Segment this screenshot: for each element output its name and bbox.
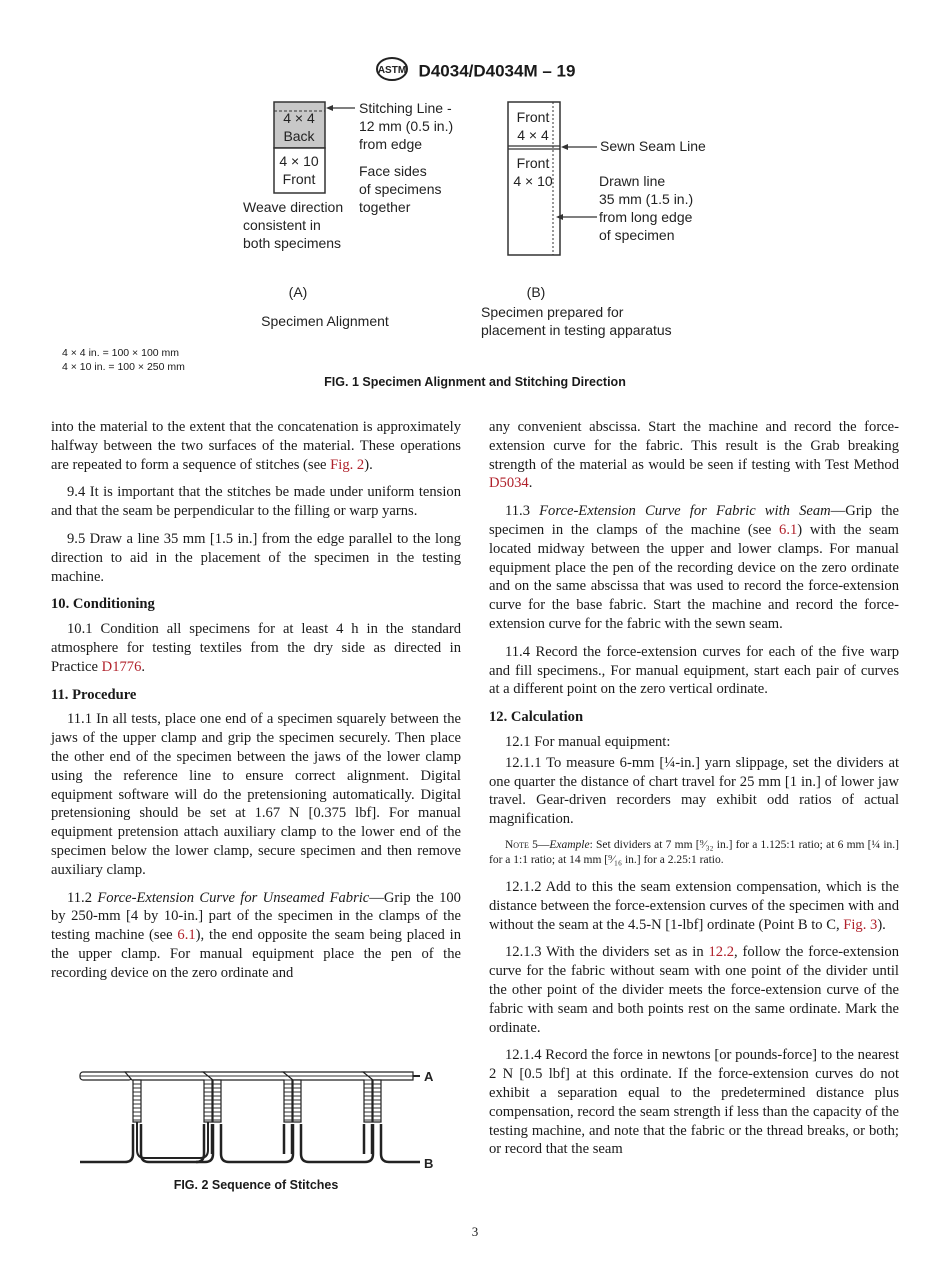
section-12-2-link[interactable]: 12.2 [708, 944, 735, 961]
stitch-label-line3: from edge [359, 136, 423, 152]
paragraph-9-4: 9.4 It is important that the stitches be made under uniform tension and that the seam be perpendicular to the filling or warp yarns. [51, 484, 461, 520]
face-label-line2: of specimens [359, 181, 442, 197]
fig2-link[interactable]: Fig. 2 [330, 456, 365, 473]
panel-a-caption: Specimen Alignment [261, 313, 389, 329]
d1776-link[interactable]: D1776 [101, 658, 142, 675]
figure-1-caption: FIG. 1 Specimen Alignment and Stitching Direction [324, 375, 626, 389]
thread-b [80, 1124, 420, 1162]
figure-1-diagram [0, 90, 950, 345]
paragraph-12-1: 12.1 For manual equipment: [505, 733, 671, 750]
paragraph-11-4: 11.4 Record the force-extension curves for each of the five warp and fill specimens., For manual equipment, start each pair of curves at a different point on the zero vertical ordinate. [489, 643, 899, 698]
panel-a-box-top-line1: 4 × 4 [283, 110, 315, 126]
footnote-line1: 4 × 4 in. = 100 × 100 mm [62, 347, 180, 359]
paragraph-11-2: 11.2 Force-Extension Curve for Unseamed Fabric—Grip the 100 by 250-mm [4 by 10-in.] part of the specimen in the clamps of the testing machine (see 6.1), the end opposite the seam being placed in the upper clamp. For manual equipment place the pen of the recording device on the zero ordinate and [51, 889, 461, 981]
paragraph-12-1-4: 12.1.4 Record the force in newtons [or pounds-force] to the nearest 2 N [0.5 lbf] at this ordinate. If the force-extension curves do not exhibit a separation equal to the predetermined distance plus compensation, record the seam strength if less than the capacity of the testing machine, and note that the fabric or the thread breaks, or both; or record that the seam [489, 1047, 899, 1158]
paragraph-12-1-1: 12.1.1 To measure 6-mm [¼-in.] yarn slippage, set the dividers at one quarter the distance of chart travel for 25 mm [1 in.] of lower jaw travel. Gear-driven recorders may exhibit odd ratios of actual magnification. [489, 754, 899, 828]
seam-label: Sewn Seam Line [600, 138, 706, 154]
page-header [0, 56, 950, 87]
figure-2-diagram [75, 1062, 445, 1177]
paragraph-12-1-2: 12.1.2 Add to this the seam extension compensation, which is the distance between the force-extension curves of the specimen with and without the seam at the 4.5-N [1-lbf] ordinate (Point B to C, Fig. 3). [489, 878, 899, 933]
stitch-label-line1: Stitching Line - [359, 100, 452, 116]
thread-a-label: A [424, 1069, 434, 1084]
section-12-heading: 12. Calculation [489, 709, 584, 726]
section-10-heading: 10. Conditioning [51, 596, 155, 613]
right-column [489, 418, 899, 1168]
paragraph-9-5: 9.5 Draw a line 35 mm [1.5 in.] from the edge parallel to the long direction to aid in the placement of the specimen in the testing machine. [51, 530, 461, 585]
figure-2-caption: FIG. 2 Sequence of Stitches [173, 1178, 339, 1192]
drawn-label-line4: of specimen [599, 227, 675, 243]
fig3-link[interactable]: Fig. 3 [843, 916, 878, 933]
panel-b-caption-line1: Specimen prepared for [481, 304, 624, 320]
panel-b-box-top-line2: 4 × 4 [517, 127, 549, 143]
weave-label-line3: both specimens [243, 235, 342, 251]
panel-b-box-top-line1: Front [516, 109, 550, 125]
left-column [51, 418, 461, 992]
section-11-heading: 11. Procedure [51, 686, 137, 703]
figure-1-footnotes [62, 346, 185, 374]
page-number: 3 [471, 1224, 479, 1239]
panel-a-box-bottom-line2: Front [282, 171, 316, 187]
paragraph-continuation: into the material to the extent that the concatenation is approximately halfway between the two surfaces of the material. These operations are repeated to form a sequence of stitches (see Fig. 2). [51, 419, 461, 473]
drawn-label-line3: from long edge [599, 209, 693, 225]
footnote-line2: 4 × 10 in. = 100 × 250 mm [62, 361, 185, 373]
panel-b-caption-line2: placement in testing apparatus [481, 322, 672, 338]
panel-a-box-bottom-line1: 4 × 10 [279, 153, 319, 169]
stitch-label-line2: 12 mm (0.5 in.) [359, 118, 454, 134]
panel-b-box-bottom-line1: Front [516, 155, 550, 171]
note-5: Note 5—Example: Set dividers at 7 mm [⁹⁄₃₂ in.] for a 1.125:1 ratio; at 6 mm [¼ in.] for a 1:1 ratio; at 14 mm [⁹⁄₁₆ in.] for a 2.25:1 ratio. [489, 838, 900, 867]
drawn-label-line1: Drawn line [599, 173, 666, 189]
section-6-1-link[interactable]: 6.1 [177, 927, 196, 944]
section-6-1-link-2[interactable]: 6.1 [779, 521, 798, 538]
paragraph-12-1-3: 12.1.3 With the dividers set as in 12.2, follow the force-extension curve for the fabric without seam with one point of the divider until the other point of the divider meets the force-extension curve of the fabric with seam and both points rest on the same ordinate. Mark the ordinate. [489, 944, 899, 1036]
drawn-label-line2: 35 mm (1.5 in.) [599, 191, 694, 207]
weave-label-line2: consistent in [243, 217, 321, 233]
document-designation: D4034/D4034M – 19 [418, 61, 576, 81]
panel-b-letter: (B) [526, 284, 546, 300]
paragraph-continuation-right: any convenient abscissa. Start the machine and record the force-extension curve for the fabric. This result is the Grab breaking strength of the material as would be seen if testing with Test Method D5034. [489, 419, 899, 492]
paragraph-11-1: 11.1 In all tests, place one end of a specimen squarely between the jaws of the upper clamp and grip the specimen securely. Then place the other end of the specimen between the jaws of the lower clamp using the reference line to ensure correct alignment. Digital equipment software will do the pretensioning automatically. Digital pretensioning should be set at 1.67 N [0.375 lbf]. For manual equipment pretension attach auxiliary clamp to the lower end of the specimen below the lower clamp, secure specimen and then remove auxiliary clamp. [51, 711, 461, 878]
face-label-line1: Face sides [359, 163, 427, 179]
thread-b-label: B [424, 1156, 434, 1171]
panel-b-box-bottom-line2: 4 × 10 [513, 173, 553, 189]
svg-text:ASTM: ASTM [377, 65, 406, 76]
panel-a-box-top-line2: Back [283, 128, 315, 144]
weave-label-line1: Weave direction [243, 199, 344, 215]
paragraph-11-3: 11.3 Force-Extension Curve for Fabric with Seam—Grip the specimen in the clamps of the machine (see 6.1) with the seam located midway between the upper and lower clamps. For manual equipment place the pen of the recording device on the zero ordinate and on the same abscissa that was used to record the force-extension curve for the base fabric. Start the machine and record the force-extension curve for the fabric with the sewn seam. [489, 503, 899, 632]
astm-logo-icon [375, 56, 409, 87]
d5034-link[interactable]: D5034 [489, 475, 529, 492]
paragraph-10-1: 10.1 Condition all specimens for at least 4 h in the standard atmosphere for testing textiles from the dry side as directed in Practice D1776. [51, 621, 461, 675]
face-label-line3: together [359, 199, 411, 215]
panel-a-letter: (A) [288, 284, 308, 300]
